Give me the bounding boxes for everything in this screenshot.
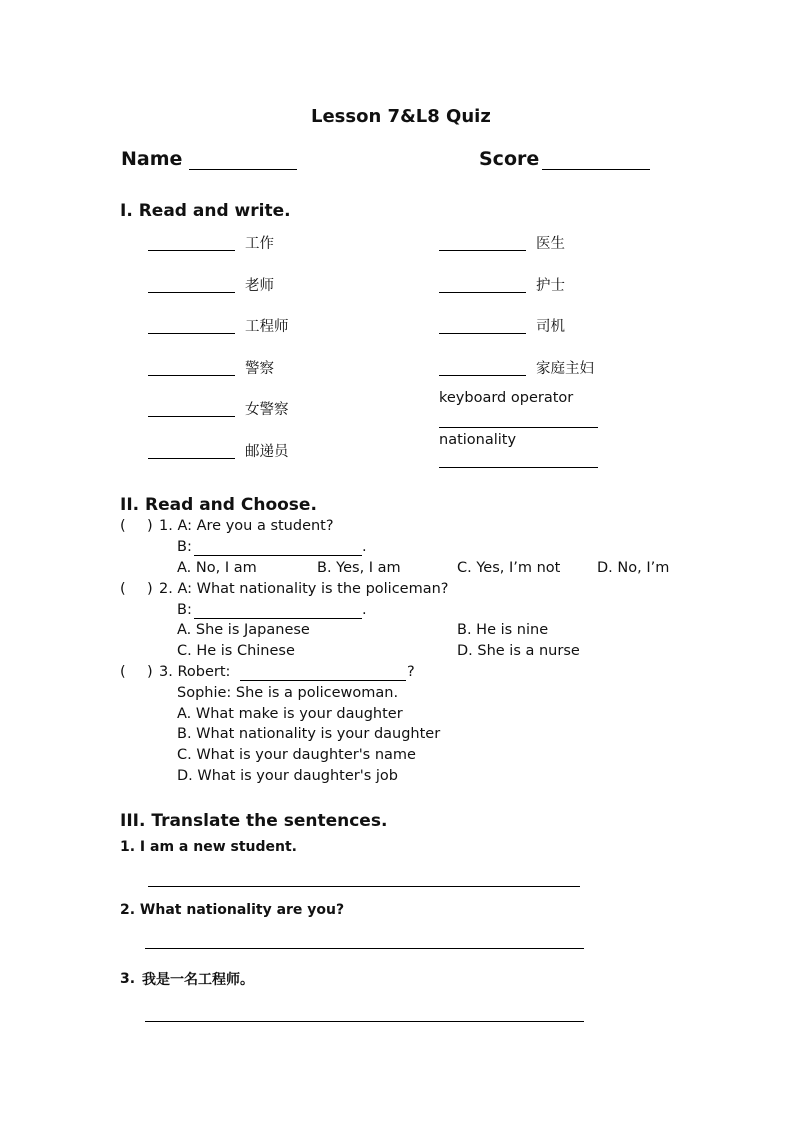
- answer-blank[interactable]: [148, 416, 235, 417]
- word-item: 工作: [245, 236, 274, 252]
- answer-blank[interactable]: [148, 458, 235, 459]
- score-label: Score: [479, 148, 540, 170]
- option: B. He is nine: [457, 622, 549, 638]
- translate-sentence: 我是一名工程师。: [142, 972, 254, 988]
- option: D. What is your daughter's job: [177, 768, 398, 784]
- answer-blank[interactable]: [194, 618, 362, 619]
- word-item: 医生: [536, 236, 565, 252]
- paren-open: (: [120, 664, 126, 680]
- section3-heading: III. Translate the sentences.: [120, 811, 388, 831]
- section1-heading: I. Read and write.: [120, 201, 291, 221]
- option: D. No, I’m: [597, 560, 670, 576]
- b-label: B:: [177, 602, 192, 618]
- paren-close: ): [147, 581, 153, 597]
- option: D. She is a nurse: [457, 643, 580, 659]
- word-item: 家庭主妇: [536, 361, 594, 377]
- option: A. No, I am: [177, 560, 257, 576]
- sentence-number: 3.: [120, 971, 136, 987]
- option: A. What make is your daughter: [177, 706, 403, 722]
- paren-close: ): [147, 518, 153, 534]
- answer-blank[interactable]: [148, 375, 235, 376]
- answer-blank[interactable]: [148, 333, 235, 334]
- answer-line[interactable]: [148, 886, 580, 887]
- translate-sentence: 2. What nationality are you?: [120, 902, 345, 918]
- answer-blank[interactable]: [439, 375, 526, 376]
- option: C. Yes, I’m not: [457, 560, 561, 576]
- word-item: 警察: [245, 361, 274, 377]
- line-end: ?: [407, 664, 415, 680]
- b-label: B:: [177, 539, 192, 555]
- option: C. He is Chinese: [177, 643, 295, 659]
- answer-blank[interactable]: [439, 250, 526, 251]
- answer-line[interactable]: [145, 1021, 584, 1022]
- answer-blank[interactable]: [148, 250, 235, 251]
- paren-open: (: [120, 518, 126, 534]
- option: B. Yes, I am: [317, 560, 401, 576]
- english-word: keyboard operator: [439, 390, 574, 406]
- option: A. She is Japanese: [177, 622, 310, 638]
- answer-line[interactable]: [145, 948, 584, 949]
- option: B. What nationality is your daughter: [177, 726, 441, 742]
- question-prompt: 1. A: Are you a student?: [159, 518, 334, 534]
- paren-close: ): [147, 664, 153, 680]
- reply-line: Sophie: She is a policewoman.: [177, 685, 399, 701]
- name-label: Name: [121, 148, 183, 170]
- word-item: 邮递员: [245, 444, 289, 460]
- option: C. What is your daughter's name: [177, 747, 416, 763]
- word-item: 工程师: [245, 319, 289, 335]
- english-word: nationality: [439, 432, 517, 448]
- answer-blank[interactable]: [439, 467, 598, 468]
- word-item: 女警察: [245, 402, 289, 418]
- line-end: .: [362, 602, 367, 618]
- name-blank[interactable]: [189, 169, 297, 170]
- answer-blank[interactable]: [194, 555, 362, 556]
- word-item: 司机: [536, 319, 565, 335]
- word-item: 护士: [536, 278, 565, 294]
- question-prompt: 2. A: What nationality is the policeman?: [159, 581, 449, 597]
- answer-blank[interactable]: [240, 680, 406, 681]
- line-end: .: [362, 539, 367, 555]
- answer-blank[interactable]: [439, 333, 526, 334]
- score-blank[interactable]: [542, 169, 650, 170]
- word-item: 老师: [245, 278, 274, 294]
- paren-open: (: [120, 581, 126, 597]
- question-prompt: 3. Robert:: [159, 664, 231, 680]
- answer-blank[interactable]: [148, 292, 235, 293]
- section2-heading: II. Read and Choose.: [120, 495, 317, 515]
- answer-blank[interactable]: [439, 292, 526, 293]
- translate-sentence: 1. I am a new student.: [120, 839, 298, 855]
- quiz-title: Lesson 7&L8 Quiz: [311, 106, 491, 127]
- answer-blank[interactable]: [439, 427, 598, 428]
